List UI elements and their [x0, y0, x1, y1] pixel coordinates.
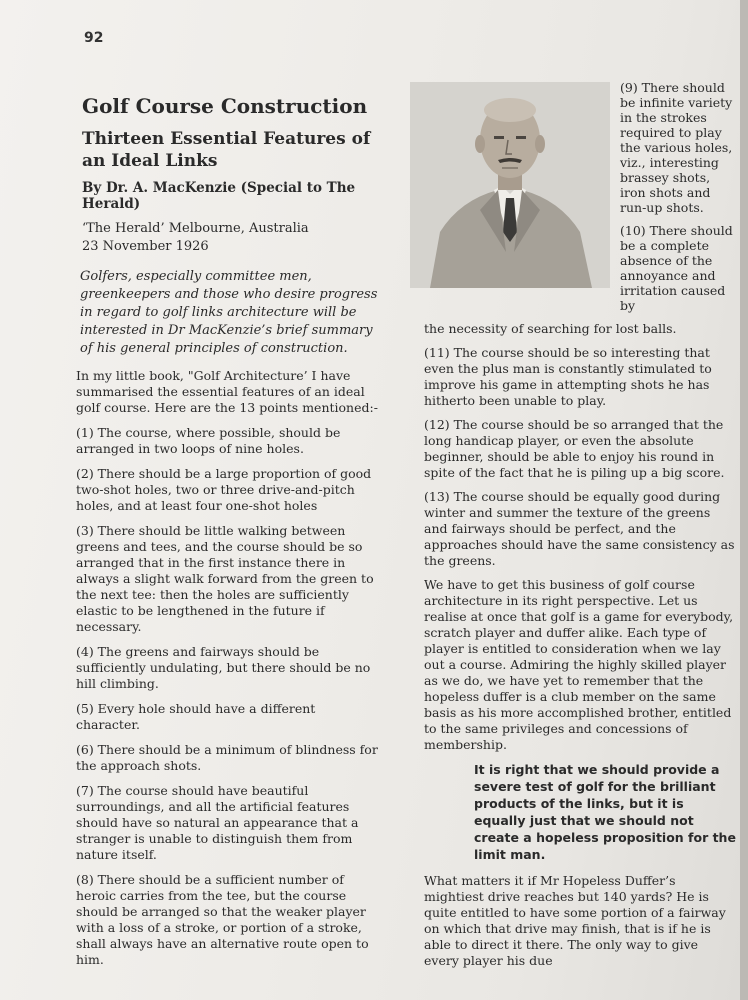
point-11: (11) The course should be so interesting that even the plus man is constantly stimulated to improve his game in attempting shots he has hitherto been unable to play. — [424, 345, 712, 408]
body-paragraph: In my little book, "Golf Architecture’ I have summarised the essential features of an ideal golf course. Here are the 13 points mentioned:- — [76, 368, 378, 415]
point-10-end: the necessity of searching for lost balls. — [424, 321, 677, 336]
point-1: (1) The course, where possible, should be arranged in two loops of nine holes. — [76, 425, 341, 456]
body-paragraph: We have to get this business of golf course architecture in its right perspective. Let us realise at once that golf is a game for everybody, scratch player and duffer alike. Each type of player is entitled to consideration when we lay out a course. Admiring the highly skilled player as we do, we have yet to remember that the hopeless duffer is a club member on the same basis as his more accomplished brother, entitled to the same privileges and concessions of membership. — [424, 577, 734, 752]
closing-paragraph: What matters it if Mr Hopeless Duffer’s mightiest drive reaches but 140 yards? He is quite entitled to have some portion of a fairway on which that drive may finish, that is if he is able to direct it there. The only way to give every player his due — [424, 873, 726, 968]
pull-quote: It is right that we should provide a severe test of golf for the brilliant products of the links, but it is equally just that we should not create a hopeless proposition for the limit man. — [474, 762, 736, 862]
point-13: (13) The course should be equally good during winter and summer the texture of the greens and fairways should be perfect, and the approaches should have the same consistency as the greens. — [424, 489, 735, 568]
point-7: (7) The course should have beautiful surroundings, and all the artificial features should have so natural an appearance that a stranger is unable to distinguish them from nature itself. — [76, 783, 359, 862]
source-publication: ‘The Herald’ Melbourne, Australia — [82, 221, 309, 236]
point-6: (6) There should be a minimum of blindness for the approach shots. — [76, 742, 378, 773]
article-byline: By Dr. A. MacKenzie (Special to The Herald) — [82, 180, 356, 212]
point-3: (3) There should be little walking between greens and tees, and the course should be so arranged that in the first instance there in always a slight walk forward from the green to the next tee: then the holes are sufficiently elastic to be lengthened in the future if necessary. — [76, 523, 374, 634]
page-edge — [740, 0, 748, 1000]
right-column — [424, 80, 736, 977]
point-2: (2) There should be a large proportion of good two-shot holes, two or three drive-and-pitch holes, and at least four one-shot holes — [76, 466, 372, 513]
point-10-start: (10) There should be a complete absence of the annoyance and irritation caused by — [620, 223, 733, 313]
point-5: (5) Every hole should have a different character. — [76, 701, 316, 732]
intro-paragraph: Golfers, especially committee men, greenkeepers and those who desire progress in regard to golf links architecture will be interested in Dr MacKenzie’s brief summary of his general principles of construction. — [80, 269, 378, 356]
article-subtitle: Thirteen Essential Features of an Ideal Links — [82, 129, 371, 171]
source-info — [82, 220, 380, 256]
page-number: 92 — [84, 30, 104, 46]
source-date: 23 November 1926 — [82, 239, 209, 254]
article-title: Golf Course Construction — [82, 94, 368, 118]
point-12: (12) The course should be so arranged that the long handicap player, or even the absolute beginner, should be able to enjoy his round in spite of the fact that he is piling up a big score. — [424, 417, 725, 480]
point-8: (8) There should be a sufficient number of heroic carries from the tee, but the course should be arranged so that the weaker player with a loss of a stroke, or portion of a stroke, shall always have an alternative route open to him. — [76, 872, 369, 967]
point-9: (9) There should be infinite variety in the strokes required to play the various holes, viz., interesting brassey shots, iron shots and run-up shots. — [620, 80, 733, 215]
left-column — [74, 94, 380, 977]
point-4: (4) The greens and fairways should be sufficiently undulating, but there should be no hill climbing. — [76, 644, 371, 691]
